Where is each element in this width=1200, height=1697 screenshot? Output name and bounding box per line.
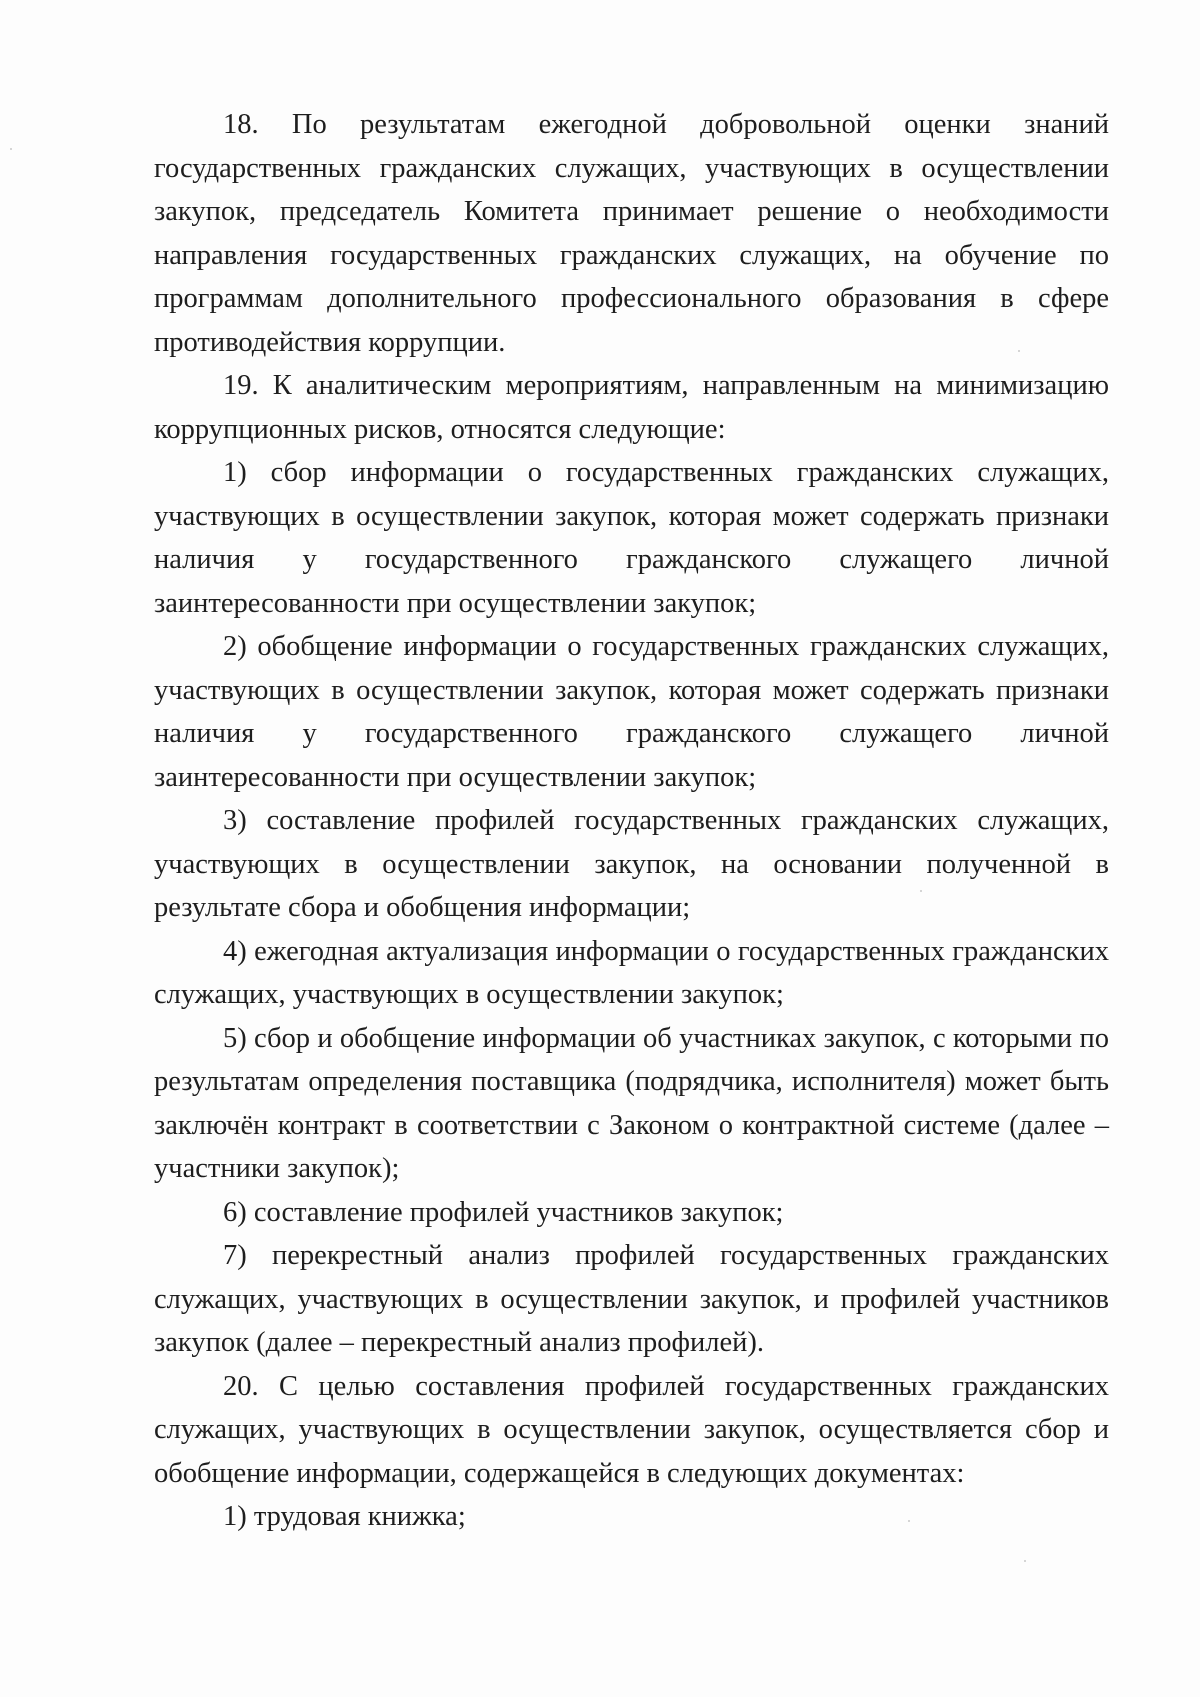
list-item-20-1: 1) трудовая книжка; [223,1501,466,1532]
scan-speck [908,1520,910,1522]
list-item-19-4: 4) ежегодная актуализация информации о государственных гражданских служащих, участвующих в осуществлении закупок; [154,935,1109,1010]
paragraph-18: 18. По результатам ежегодной добровольной оценки знаний государственных гражданских служащих, участвующих в осуществлении закупок, председатель Комитета принимает решение о необходимости направления государственных гражданских служащих, на обучение по программам дополнительного профессионального образования в сфере противодействия коррупции. [154,109,1109,358]
paragraph-19: 19. К аналитическим мероприятиям, направленным на минимизацию коррупционных рисков, относятся следующие: [154,370,1109,445]
paragraph-20: 20. С целью составления профилей государственных гражданских служащих, участвующих в осуществлении закупок, осуществляется сбор и обобщение информации, содержащейся в следующих документах: [154,1370,1109,1489]
scan-speck [1018,350,1020,352]
document-body [154,103,1109,1539]
list-item-19-2: 2) обобщение информации о государственных гражданских служащих, участвующих в осуществлении закупок, которая может содержать признаки наличия у государственного гражданского служащего личной заинтересованности при осуществлении закупок; [154,631,1109,793]
list-item-19-6: 6) составление профилей участников закупок; [223,1196,784,1228]
scan-speck [920,890,922,892]
scan-speck [1024,1560,1026,1562]
scan-speck [10,148,12,150]
list-item-19-5: 5) сбор и обобщение информации об участниках закупок, с которыми по результатам определения поставщика (подрядчика, исполнителя) может быть заключён контракт в соответствии с Законом о контрактной системе (далее – участники закупок); [154,1022,1109,1184]
list-item-19-1: 1) сбор информации о государственных гражданских служащих, участвующих в осуществлении закупок, которая может содержать признаки наличия у государственного гражданского служащего личной заинтересованности при осуществлении закупок; [154,457,1109,619]
list-item-19-3: 3) составление профилей государственных гражданских служащих, участвующих в осуществлении закупок, на основании полученной в результате сбора и обобщения информации; [154,805,1109,923]
list-item-19-7: 7) перекрестный анализ профилей государственных гражданских служащих, участвующих в осуществлении закупок, и профилей участников закупок (далее – перекрестный анализ профилей). [154,1240,1109,1358]
